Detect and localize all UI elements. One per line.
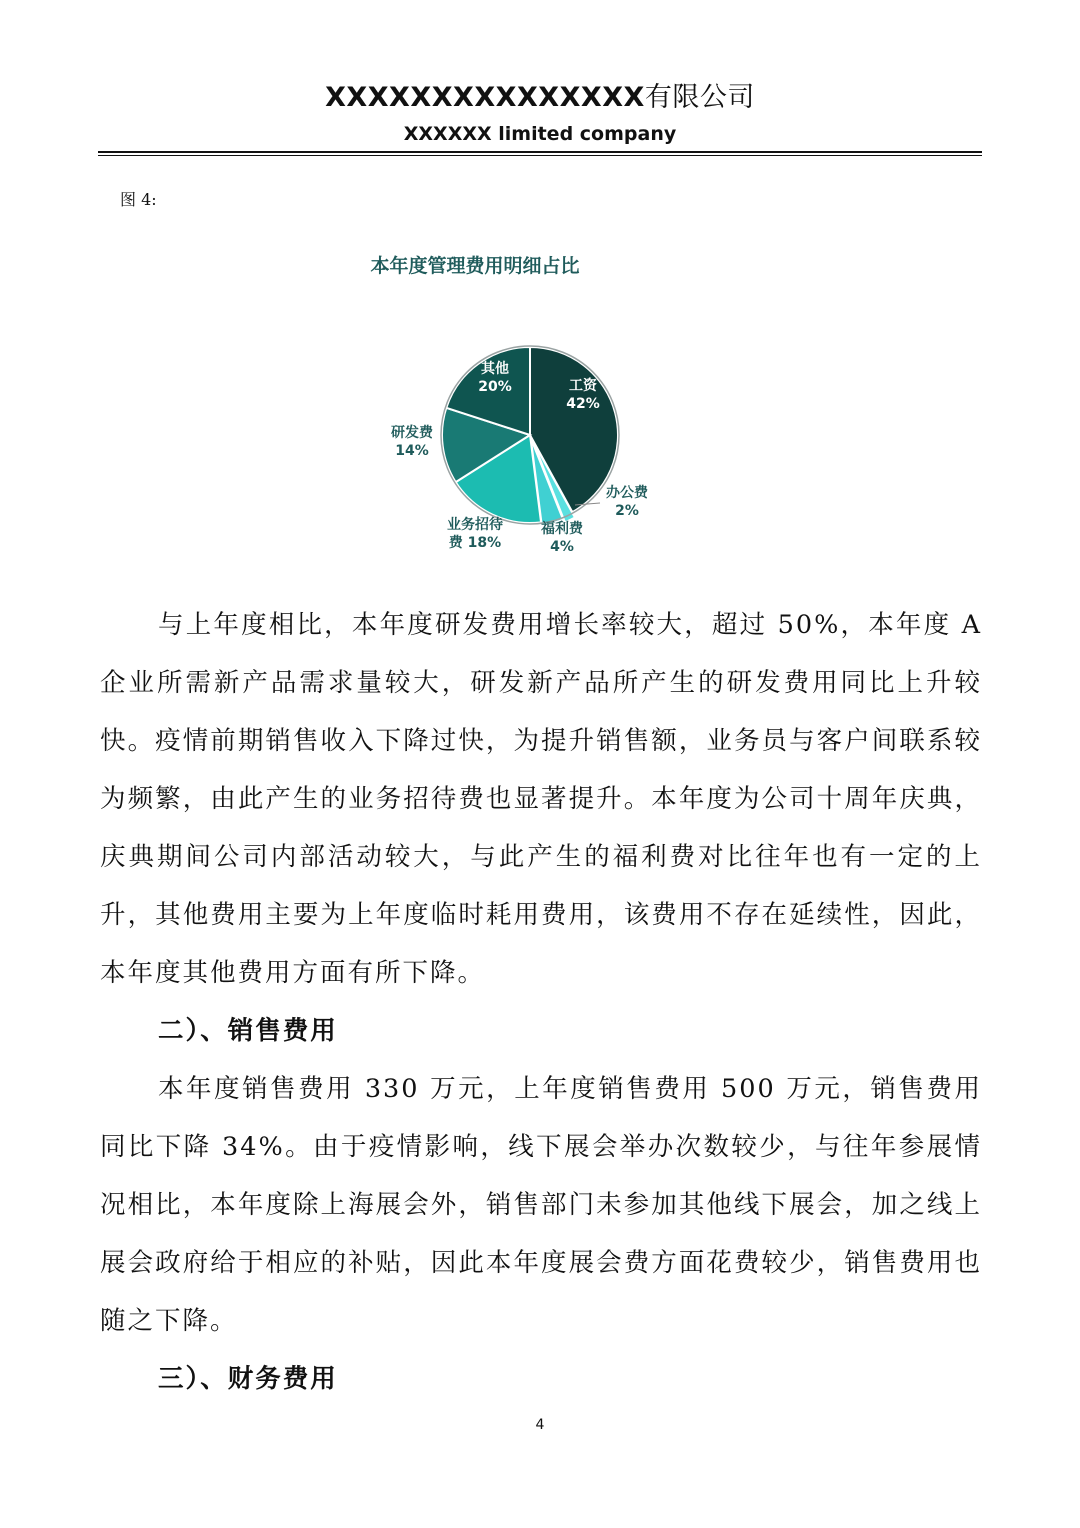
document-body <box>100 596 982 1408</box>
company-name-prefix: XXXXXXXXXXXXXXX <box>325 82 645 113</box>
pie-chart <box>370 335 670 575</box>
page-header <box>98 78 982 148</box>
company-name-cn <box>98 78 982 118</box>
company-name-suffix: 有限公司 <box>644 82 755 113</box>
pie-label-6: 其他 20% <box>478 361 512 395</box>
section-heading-sales-expense: 二）、销售费用 <box>158 1016 338 1046</box>
figure-label: 图 4: <box>120 190 157 209</box>
paragraph-admin-expense-analysis: 与上年度相比，本年度研发费用增长率较大，超过 50%，本年度 A 企业所需新产品需求量较大，研发新产品所产生的研发费用同比上升较快。疫情前期销售收入下降过快，为提升销售额，业务员与客户间联系较为频繁，由此产生的业务招待费也显著提升。本年度为公司十周年庆典，庆典期间公司内部活动较大，与此产生的福利费对比往年也有一定的上升，其他费用主要为上年度临时耗用费用，该费用不存在延续性，因此，本年度其他费用方面有所下降。 <box>100 610 982 988</box>
pie-label-4: 业务招待费 18% <box>447 517 503 551</box>
pie-slices <box>441 346 619 525</box>
company-name-en: XXXXXX limited company <box>403 123 677 145</box>
header-rule-thin <box>98 155 982 156</box>
pie-label-3: 福利费 4% <box>541 521 583 555</box>
pie-label-5: 研发费 14% <box>391 425 433 459</box>
paragraph-sales-expense: 本年度销售费用 330 万元，上年度销售费用 500 万元，销售费用同比下降 34%。由于疫情影响，线下展会举办次数较少，与往年参展情况相比，本年度除上海展会外，销售部门未参加其他线下展会，加之线上展会政府给于相应的补贴，因此本年度展会费方面花费较少，销售费用也随之下降。 <box>100 1074 982 1336</box>
page-number: 4 <box>535 1417 545 1433</box>
chart-title: 本年度管理费用明细占比 <box>370 255 580 277</box>
pie-label-2: 办公费 2% <box>606 485 648 519</box>
pie-label-1: 工资 42% <box>566 378 600 412</box>
header-rule-thick <box>98 151 982 153</box>
section-heading-finance-expense: 三）、财务费用 <box>158 1364 338 1394</box>
